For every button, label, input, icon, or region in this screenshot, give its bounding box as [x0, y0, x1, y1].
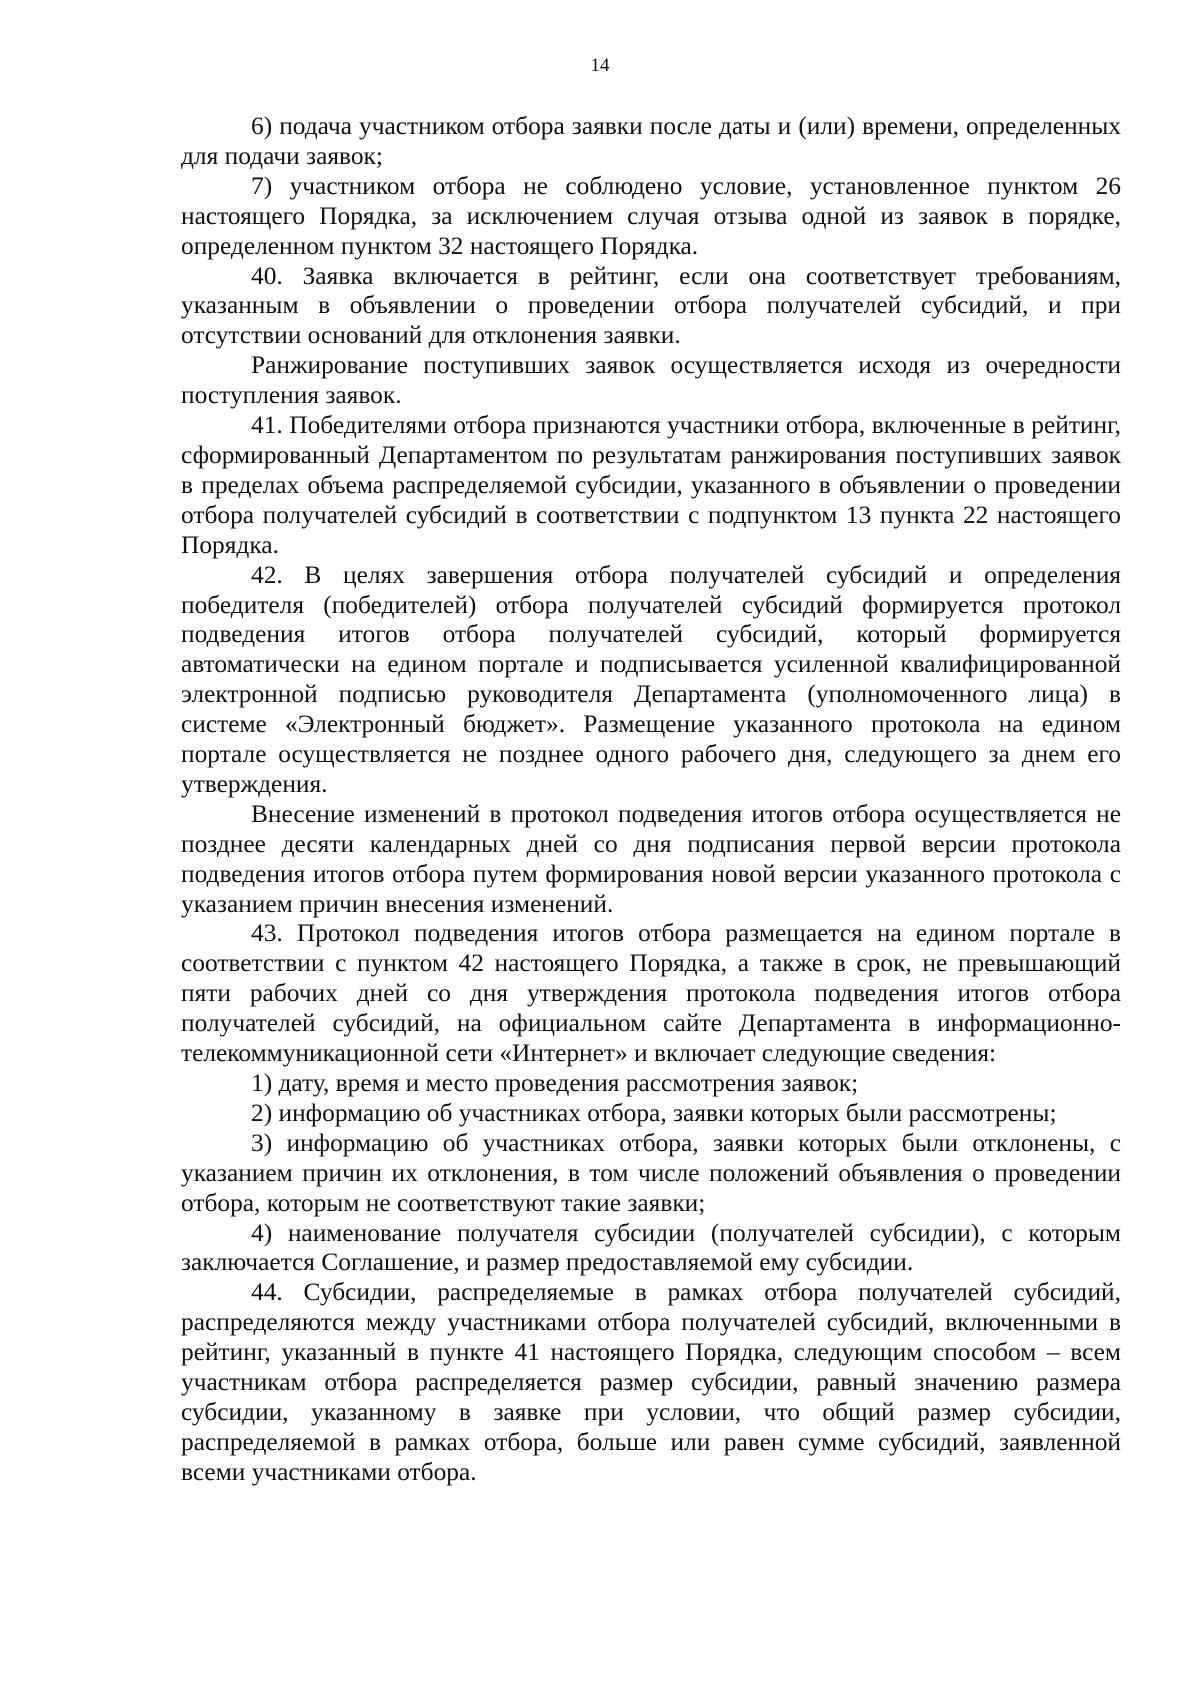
paragraph-40-ranking: Ранжирование поступивших заявок осуществляется исходя из очередности поступления заявок. [181, 351, 1121, 410]
paragraph-43: 43. Протокол подведения итогов отбора размещается на едином портале в соответствии с пунктом 42 настоящего Порядка, а также в срок, не превышающий пяти рабочих дней со дня утверждения протокола подведения итогов отбора получателей субсидий, на официальном сайте Департамента в информационно-телекоммуникационной сети «Интернет» и включает следующие сведения: [181, 919, 1121, 1068]
page-number: 14 [590, 55, 610, 76]
paragraph-42-amendments: Внесение изменений в протокол подведения итогов отбора осуществляется не позднее десяти календарных дней со дня подписания первой версии протокола подведения итогов отбора путем формирования новой версии указанного протокола с указанием причин внесения изменений. [181, 799, 1121, 918]
paragraph-43-item-3: 3) информацию об участниках отбора, заявки которых были отклонены, с указанием причин их отклонения, в том числе положений объявления о проведении отбора, которым не соответствуют такие заявки; [181, 1128, 1121, 1217]
paragraph-44: 44. Субсидии, распределяемые в рамках отбора получателей субсидий, распределяются между участниками отбора получателей субсидий, включенными в рейтинг, указанный в пункте 41 настоящего Порядка, следующим способом – всем участникам отбора распределяется размер субсидии, равный значению размера субсидии, указанному в заявке при условии, что общий размер субсидии, распределяемой в рамках отбора, больше или равен сумме субсидий, заявленной всеми участниками отбора. [181, 1278, 1121, 1486]
paragraph-41: 41. Победителями отбора признаются участники отбора, включенные в рейтинг, сформированный Департаментом по результатам ранжирования поступивших заявок в пределах объема распределяемой субсидии, указанного в объявлении о проведении отбора получателей субсидий в соответствии с подпунктом 13 пункта 22 настоящего Порядка. [181, 411, 1121, 559]
paragraph-40: 40. Заявка включается в рейтинг, если она соответствует требованиям, указанным в объявлении о проведении отбора получателей субсидий, и при отсутствии оснований для отклонения заявки. [181, 261, 1121, 350]
paragraph-43-item-2: 2) информацию об участниках отбора, заявки которых были рассмотрены; [251, 1098, 1057, 1127]
paragraph-43-item-4: 4) наименование получателя субсидии (получателей субсидии), с которым заключается Соглашение, и размер предоставляемой ему субсидии. [181, 1218, 1121, 1277]
paragraph-item-6: 6) подача участником отбора заявки после даты и (или) времени, определенных для подачи заявок; [181, 112, 1121, 170]
paragraph-43-item-1: 1) дату, время и место проведения рассмотрения заявок; [251, 1069, 859, 1097]
paragraph-item-7: 7) участником отбора не соблюдено условие, установленное пунктом 26 настоящего Порядка, за исключением случая отзыва одной из заявок в порядке, определенном пунктом 32 настоящего Порядка. [181, 171, 1121, 260]
document-body [181, 112, 1121, 1488]
paragraph-42: 42. В целях завершения отбора получателей субсидий и определения победителя (победителей) отбора получателей субсидий формируется протокол подведения итогов отбора получателей субсидий, который формируется автоматически на едином портале и подписывается усиленной квалифицированной электронной подписью руководителя Департамента (уполномоченного лица) в системе «Электронный бюджет». Размещение указанного протокола на едином портале осуществляется не позднее одного рабочего дня, следующего за днем его утверждения. [181, 560, 1121, 798]
